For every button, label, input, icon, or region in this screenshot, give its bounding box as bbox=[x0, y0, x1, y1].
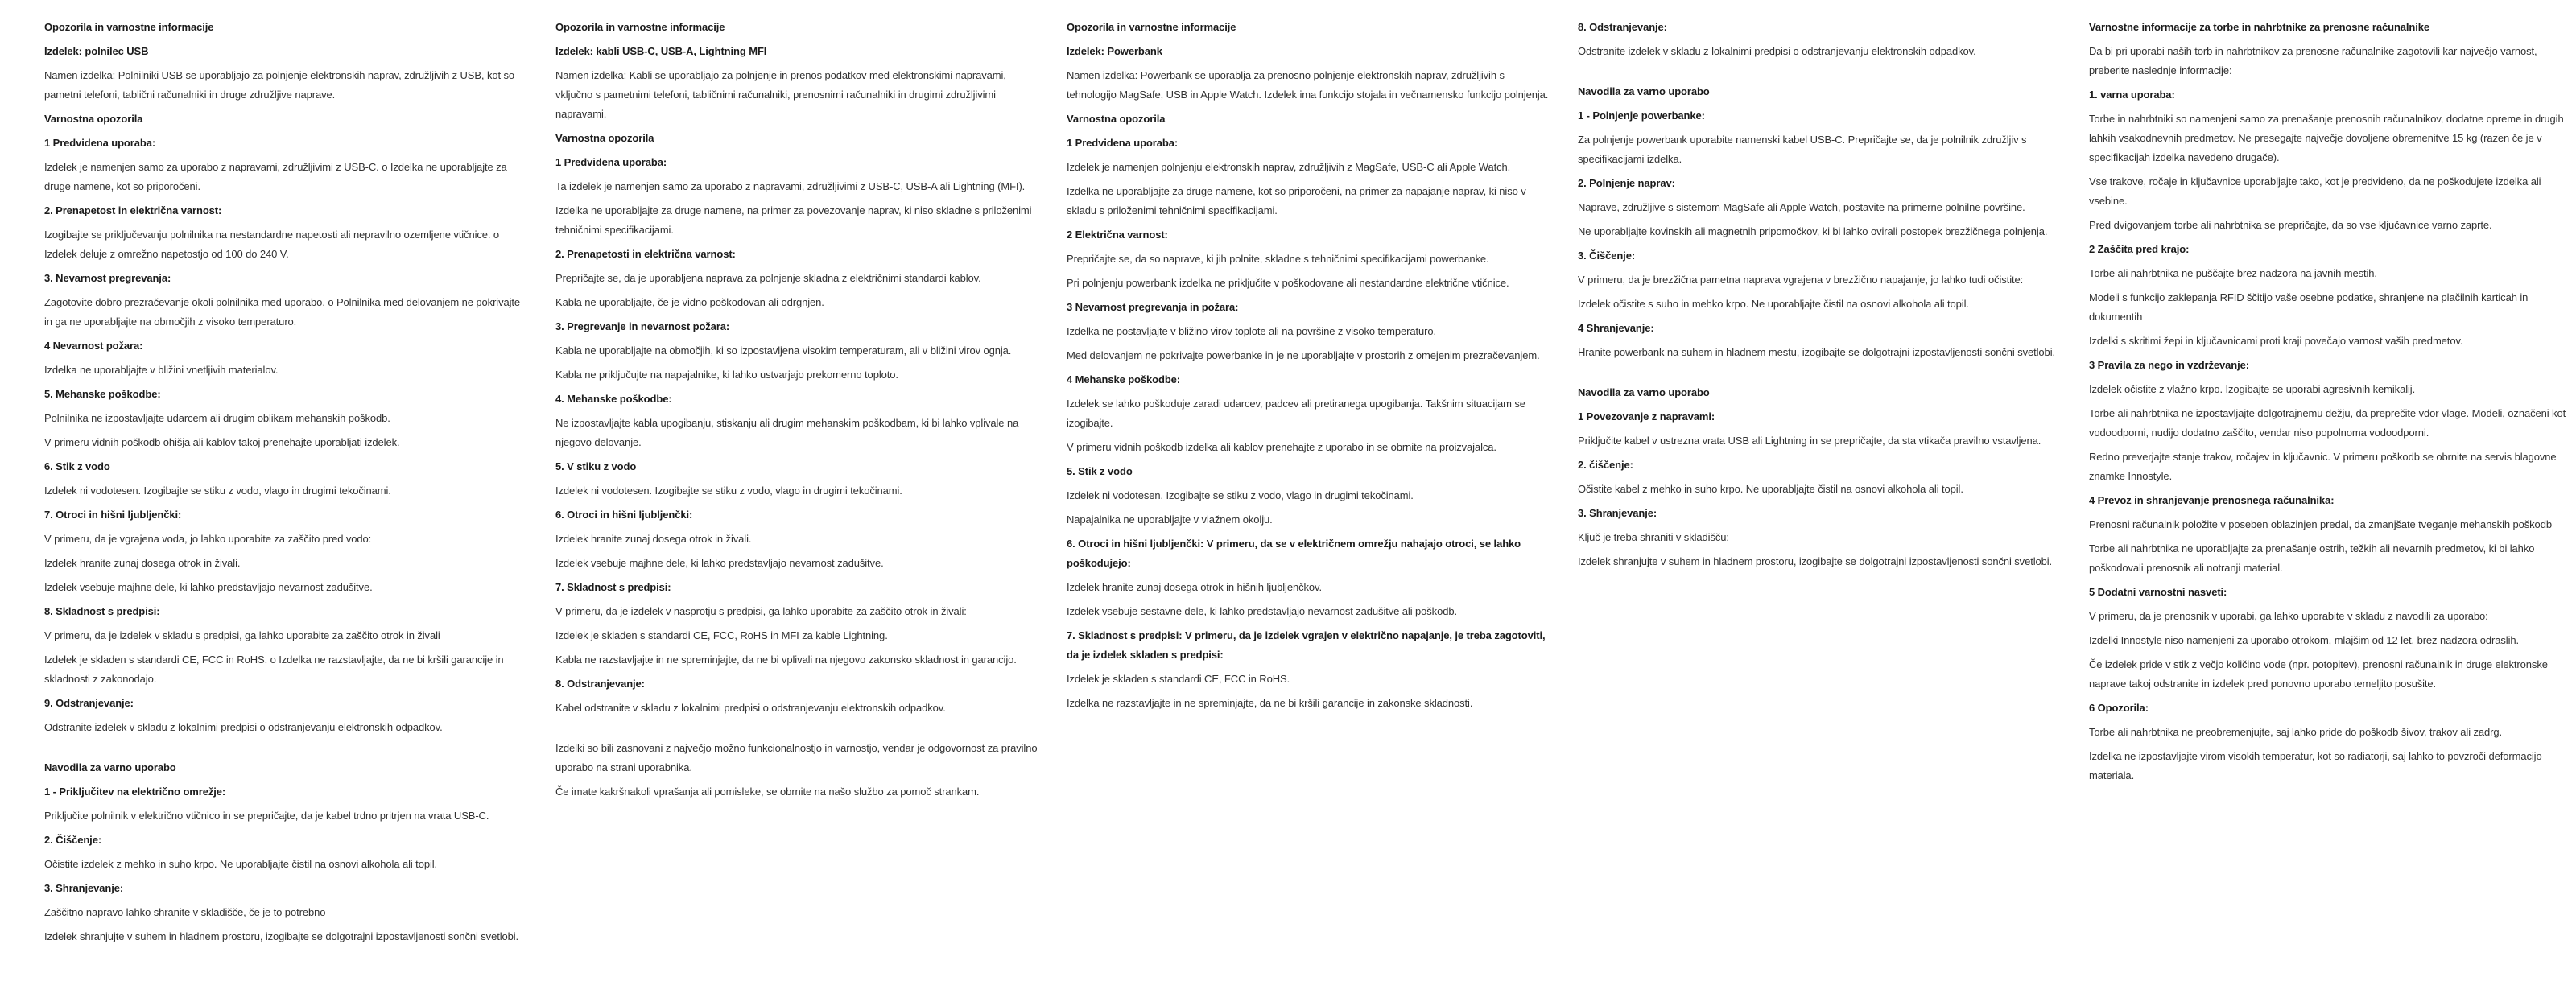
section-heading: 4 Prevoz in shranjevanje prenosnega računalnika: bbox=[2089, 494, 2334, 506]
column-laptop-bags bbox=[2089, 18, 2572, 1006]
section-heading: 5. Mehanske poškodbe: bbox=[44, 388, 161, 400]
section-heading: 4. Mehanske poškodbe: bbox=[555, 393, 672, 405]
section-heading: 5. Stik z vodo bbox=[1067, 465, 1133, 477]
section-heading: 1 - Polnjenje powerbanke: bbox=[1578, 109, 1705, 122]
section-heading: 1 Predvidena uporaba: bbox=[555, 156, 667, 168]
section-heading: 2. Čiščenje: bbox=[44, 834, 102, 846]
paragraph: Izdelek je skladen s standardi CE, FCC in RoHS. bbox=[1067, 673, 1290, 685]
paragraph: Izdelek shranjujte v suhem in hladnem prostoru, izogibajte se dolgotrajni izpostavljenosti sončni svetlobi. bbox=[1578, 555, 2053, 567]
paragraph: Izdelek očistite z vlažno krpo. Izogibajte se uporabi agresivnih kemikalij. bbox=[2089, 383, 2416, 395]
section-heading: Izdelek: kabli USB-C, USB-A, Lightning MFI bbox=[555, 45, 767, 57]
section-heading: 6 Opozorila: bbox=[2089, 702, 2149, 714]
paragraph: Med delovanjem ne pokrivajte powerbanke in je ne uporabljajte v prostorih z omejenim prezračevanjem. bbox=[1067, 349, 1540, 361]
paragraph: Zagotovite dobro prezračevanje okoli polnilnika med uporabo. o Polnilnika med delovanjem ne pokrivajte in ga ne uporabljajte na območjih z visoko temperaturo. bbox=[44, 296, 521, 328]
section-heading: 2. Prenapetost in električna varnost: bbox=[44, 204, 222, 216]
paragraph: Izdelek hranite zunaj dosega otrok in živali. bbox=[44, 557, 241, 569]
paragraph: Hranite powerbank na suhem in hladnem mestu, izogibajte se dolgotrajni izpostavljenosti sončni svetlobi. bbox=[1578, 346, 2055, 358]
section-heading: Opozorila in varnostne informacije bbox=[555, 21, 725, 33]
section-heading: 4 Shranjevanje: bbox=[1578, 322, 1654, 334]
section-heading: 8. Odstranjevanje: bbox=[1578, 21, 1667, 33]
paragraph: Torbe ali nahrbtnika ne izpostavljajte dolgotrajnemu dežju, da preprečite vdor vlage. Modeli, označeni kot vodoodporni, nudijo dodatno zaščito, vendar niso popolnoma vodoodporni. bbox=[2089, 407, 2566, 439]
section-heading: 3. Shranjevanje: bbox=[44, 882, 124, 894]
paragraph: Izdelki s skritimi žepi in ključavnicami proti kraji povečajo varnost vaših predmetov. bbox=[2089, 335, 2463, 347]
paragraph: Kabla ne uporabljajte, če je vidno poškodovan ali odrgnjen. bbox=[555, 296, 824, 308]
paragraph: Prepričajte se, da so naprave, ki jih polnite, skladne s tehničnimi specifikacijami powerbanke. bbox=[1067, 253, 1489, 265]
paragraph: Če izdelek pride v stik z večjo količino vode (npr. potopitev), prenosni računalnik in druge elektronske naprave takoj odstranite in izdelek pred ponovno uporabo temeljito posušite. bbox=[2089, 658, 2548, 690]
section-heading: 4 Mehanske poškodbe: bbox=[1067, 373, 1181, 385]
paragraph: V primeru, da je prenosnik v uporabi, ga lahko uporabite v skladu z navodili za uporabo: bbox=[2089, 610, 2488, 622]
paragraph: Izdelka ne postavljajte v bližino virov toplote ali na površine z visoko temperaturo. bbox=[1067, 325, 1437, 337]
column-cables bbox=[555, 18, 1038, 1006]
paragraph: Pred dvigovanjem torbe ali nahrbtnika se prepričajte, da so vse ključavnice varno zaprte. bbox=[2089, 219, 2492, 231]
paragraph: Prepričajte se, da je uporabljena naprava za polnjenje skladna z električnimi standardi kablov. bbox=[555, 272, 981, 284]
section-heading: 8. Skladnost s predpisi: bbox=[44, 605, 160, 617]
paragraph: Ta izdelek je namenjen samo za uporabo z napravami, združljivimi z USB-C, USB-A ali Lightning (MFI). bbox=[555, 180, 1026, 192]
section-heading: 3. Shranjevanje: bbox=[1578, 507, 1657, 519]
paragraph: Izdelek vsebuje sestavne dele, ki lahko predstavljajo nevarnost zadušitve ali poškodb. bbox=[1067, 605, 1457, 617]
paragraph: Kabla ne priključujte na napajalnike, ki lahko ustvarjajo prekomerno toploto. bbox=[555, 369, 898, 381]
paragraph: V primeru, da je izdelek v nasprotju s predpisi, ga lahko uporabite za zaščito otrok in živali: bbox=[555, 605, 967, 617]
paragraph: Izdelek ni vodotesen. Izogibajte se stiku z vodo, vlago in drugimi tekočinami. bbox=[1067, 489, 1414, 501]
section-heading: 2. čiščenje: bbox=[1578, 459, 1633, 471]
section-heading: Navodila za varno uporabo bbox=[1578, 85, 1710, 97]
section-heading: Navodila za varno uporabo bbox=[1578, 386, 1710, 398]
column-powerbank-instructions bbox=[1578, 18, 2061, 1006]
section-heading: 1 Predvidena uporaba: bbox=[44, 137, 156, 149]
paragraph: V primeru vidnih poškodb ohišja ali kablov takoj prenehajte uporabljati izdelek. bbox=[44, 436, 400, 448]
section-heading: 4 Nevarnost požara: bbox=[44, 340, 143, 352]
section-heading: 5. V stiku z vodo bbox=[555, 460, 637, 472]
column-powerbank bbox=[1067, 18, 1550, 1006]
paragraph: Polnilnika ne izpostavljajte udarcem ali drugim oblikam mehanskih poškodb. bbox=[44, 412, 390, 424]
paragraph: Kabel odstranite v skladu z lokalnimi predpisi o odstranjevanju elektronskih odpadkov. bbox=[555, 702, 946, 714]
paragraph: Izdelek je skladen s standardi CE, FCC, RoHS in MFI za kable Lightning. bbox=[555, 629, 888, 641]
section-heading: 1 Predvidena uporaba: bbox=[1067, 137, 1179, 149]
paragraph: Kabla ne uporabljajte na območjih, ki so izpostavljena visokim temperaturam, ali v bližini virov ognja. bbox=[555, 344, 1012, 357]
paragraph: V primeru, da je izdelek v skladu s predpisi, ga lahko uporabite za zaščito otrok in živali bbox=[44, 629, 440, 641]
paragraph: V primeru, da je brezžična pametna naprava vgrajena v brezžično napajanje, jo lahko tudi očistite: bbox=[1578, 274, 2024, 286]
paragraph: Izdelek očistite s suho in mehko krpo. Ne uporabljajte čistil na osnovi alkohola ali topil. bbox=[1578, 298, 1969, 310]
section-heading: Opozorila in varnostne informacije bbox=[1067, 21, 1236, 33]
paragraph: Ključ je treba shraniti v skladišču: bbox=[1578, 531, 1729, 543]
section-heading: 5 Dodatni varnostni nasveti: bbox=[2089, 586, 2227, 598]
section-heading: 1 Povezovanje z napravami: bbox=[1578, 410, 1715, 423]
paragraph: Redno preverjajte stanje trakov, ročajev in ključavnic. V primeru poškodb se obrnite na servis blagovne znamke Innostyle. bbox=[2089, 451, 2557, 482]
paragraph: Pri polnjenju powerbank izdelka ne priključite v poškodovane ali nestandardne električne vtičnice. bbox=[1067, 277, 1509, 289]
paragraph: Za polnjenje powerbank uporabite namenski kabel USB-C. Prepričajte se, da je polnilnik združljiv s specifikacijami izdelka. bbox=[1578, 134, 2027, 165]
section-heading: Varnostna opozorila bbox=[555, 132, 654, 144]
paragraph: Izdelek ni vodotesen. Izogibajte se stiku z vodo, vlago in drugimi tekočinami. bbox=[555, 484, 902, 497]
section-heading: 9. Odstranjevanje: bbox=[44, 697, 134, 709]
paragraph: Namen izdelka: Kabli se uporabljajo za polnjenje in prenos podatkov med elektronskimi napravami, vključno s pametnimi telefoni, tabličnimi računalniki, prenosnimi računalniki in drugimi združljivimi napravami. bbox=[555, 69, 1006, 120]
section-heading: 6. Otroci in hišni ljubljenčki: bbox=[555, 509, 693, 521]
paragraph: Izdelek vsebuje majhne dele, ki lahko predstavljajo nevarnost zadušitve. bbox=[555, 557, 884, 569]
section-heading: 8. Odstranjevanje: bbox=[555, 678, 645, 690]
section-heading: 7. Otroci in hišni ljubljenčki: bbox=[44, 509, 182, 521]
paragraph: Izdelek hranite zunaj dosega otrok in živali. bbox=[555, 533, 752, 545]
paragraph: Izdelka ne izpostavljajte virom visokih temperatur, kot so radiatorji, saj lahko to povzroči deformacijo materiala. bbox=[2089, 750, 2542, 781]
paragraph: Priključite kabel v ustrezna vrata USB ali Lightning in se prepričajte, da sta vtikača pravilno vstavljena. bbox=[1578, 435, 2041, 447]
paragraph: Izdelka ne uporabljajte za druge namene, na primer za povezovanje naprav, ki niso skladne s priloženimi tehničnimi specifikacijami. bbox=[555, 204, 1032, 236]
paragraph: Očistite kabel z mehko in suho krpo. Ne uporabljajte čistil na osnovi alkohola ali topil. bbox=[1578, 483, 1963, 495]
section-heading: Izdelek: polnilec USB bbox=[44, 45, 149, 57]
section-heading: 6. Otroci in hišni ljubljenčki: V primeru, da se v električnem omrežju nahajajo otroci, se lahko poškodujejo: bbox=[1067, 538, 1521, 569]
section-heading: 3. Pregrevanje in nevarnost požara: bbox=[555, 320, 730, 332]
paragraph: Če imate kakršnakoli vprašanja ali pomisleke, se obrnite na našo službo za pomoč strankam. bbox=[555, 785, 980, 798]
paragraph: Torbe in nahrbtniki so namenjeni samo za prenašanje prenosnih računalnikov, dodatne opreme in drugih lahkih vsakodnevnih predmetov. Ne presegajte največje dovoljene obremenitve 15 kg (razen če je v specifikacijah izdelka navedeno drugače). bbox=[2089, 113, 2564, 163]
paragraph: Priključite polnilnik v električno vtičnico in se prepričajte, da je kabel trdno pritrjen na vrata USB-C. bbox=[44, 810, 489, 822]
paragraph: V primeru, da je vgrajena voda, jo lahko uporabite za zaščito pred vodo: bbox=[44, 533, 372, 545]
paragraph: Zaščitno napravo lahko shranite v skladišče, če je to potrebno bbox=[44, 906, 326, 918]
paragraph: Izdelki Innostyle niso namenjeni za uporabo otrokom, mlajšim od 12 let, brez nadzora odraslih. bbox=[2089, 634, 2519, 646]
paragraph: Izdelek se lahko poškoduje zaradi udarcev, padcev ali pretiranega upogibanja. Takšnim situacijam se izogibajte. bbox=[1067, 398, 1525, 429]
paragraph: V primeru vidnih poškodb izdelka ali kablov prenehajte z uporabo in se obrnite na proizvajalca. bbox=[1067, 441, 1496, 453]
paragraph: Odstranite izdelek v skladu z lokalnimi predpisi o odstranjevanju elektronskih odpadkov. bbox=[1578, 45, 1976, 57]
section-heading: 2. Polnjenje naprav: bbox=[1578, 177, 1675, 189]
section-heading: 3 Pravila za nego in vzdrževanje: bbox=[2089, 359, 2250, 371]
section-heading: 1. varna uporaba: bbox=[2089, 89, 2175, 101]
paragraph: Izdelek hranite zunaj dosega otrok in hišnih ljubljenčkov. bbox=[1067, 581, 1322, 593]
section-heading: Opozorila in varnostne informacije bbox=[44, 21, 214, 33]
section-heading: 2. Prenapetosti in električna varnost: bbox=[555, 248, 736, 260]
paragraph: Ne izpostavljajte kabla upogibanju, stiskanju ali drugim mehanskim poškodbam, ki bi lahko vplivale na njegovo delovanje. bbox=[555, 417, 1019, 448]
section-heading: 7. Skladnost s predpisi: bbox=[555, 581, 671, 593]
paragraph: Vse trakove, ročaje in ključavnice uporabljajte tako, kot je predvideno, da ne poškodujete izdelka ali vsebine. bbox=[2089, 175, 2541, 207]
paragraph: Napajalnika ne uporabljajte v vlažnem okolju. bbox=[1067, 513, 1273, 526]
paragraph: Da bi pri uporabi naših torb in nahrbtnikov za prenosne računalnike zagotovili kar največjo varnost, preberite naslednje informacije: bbox=[2089, 45, 2537, 76]
paragraph: Kabla ne razstavljajte in ne spreminjajte, da ne bi vplivali na njegovo zakonsko skladnost in garancijo. bbox=[555, 653, 1017, 666]
paragraph: Izdelki so bili zasnovani z največjo možno funkcionalnostjo in varnostjo, vendar je odgovornost za pravilno uporabo na strani uporabnika. bbox=[555, 742, 1038, 773]
paragraph: Izdelka ne uporabljajte v bližini vnetljivih materialov. bbox=[44, 364, 279, 376]
paragraph: Naprave, združljive s sistemom MagSafe ali Apple Watch, postavite na primerne polnilne površine. bbox=[1578, 201, 2025, 213]
paragraph: Izdelka ne uporabljajte za druge namene, kot so priporočeni, na primer za napajanje naprav, ki niso v skladu s priloženimi tehničnimi specifikacijami. bbox=[1067, 185, 1526, 216]
paragraph: Izogibajte se priključevanju polnilnika na nestandardne napetosti ali nepravilno ozemljene vtičnice. o Izdelek deluje z omrežno napetostjo od 100 do 240 V. bbox=[44, 229, 500, 260]
section-heading: Varnostna opozorila bbox=[1067, 113, 1166, 125]
section-heading: 1 - Priključitev na električno omrežje: bbox=[44, 785, 226, 798]
paragraph: Izdelka ne razstavljajte in ne spreminjajte, da ne bi kršili garancije in zakonske skladnosti. bbox=[1067, 697, 1473, 709]
paragraph: Torbe ali nahrbtnika ne preobremenjujte, saj lahko pride do poškodb šivov, trakov ali zadrg. bbox=[2089, 726, 2503, 738]
section-heading: 2 Zaščita pred krajo: bbox=[2089, 243, 2190, 255]
section-heading: Izdelek: Powerbank bbox=[1067, 45, 1162, 57]
paragraph: Ne uporabljajte kovinskih ali magnetnih pripomočkov, ki bi lahko ovirali postopek brezžičnega polnjenja. bbox=[1578, 225, 2048, 237]
paragraph: Odstranite izdelek v skladu z lokalnimi predpisi o odstranjevanju elektronskih odpadkov. bbox=[44, 721, 443, 733]
paragraph: Namen izdelka: Polnilniki USB se uporabljajo za polnjenje elektronskih naprav, združljivih z USB, kot so pametni telefoni, tablični računalniki in druge združljive naprave. bbox=[44, 69, 515, 101]
paragraph: Izdelek shranjujte v suhem in hladnem prostoru, izogibajte se dolgotrajni izpostavljenosti sončni svetlobi. bbox=[44, 930, 519, 942]
section-heading: 3. Čiščenje: bbox=[1578, 249, 1636, 262]
section-heading: Navodila za varno uporabo bbox=[44, 761, 176, 773]
section-heading: Varnostna opozorila bbox=[44, 113, 143, 125]
section-heading: 3 Nevarnost pregrevanja in požara: bbox=[1067, 301, 1239, 313]
paragraph: Modeli s funkcijo zaklepanja RFID ščitijo vaše osebne podatke, shranjene na plačilnih karticah in dokumentih bbox=[2089, 291, 2529, 323]
paragraph: Očistite izdelek z mehko in suho krpo. Ne uporabljajte čistil na osnovi alkohola ali topil. bbox=[44, 858, 438, 870]
section-heading: 3. Nevarnost pregrevanja: bbox=[44, 272, 171, 284]
paragraph: Izdelek je skladen s standardi CE, FCC in RoHS. o Izdelka ne razstavljajte, da ne bi kršili garancije in skladnosti z zakonodajo. bbox=[44, 653, 504, 685]
paragraph: Izdelek je namenjen polnjenju elektronskih naprav, združljivih z MagSafe, USB-C ali Apple Watch. bbox=[1067, 161, 1511, 173]
section-heading: 2 Električna varnost: bbox=[1067, 229, 1168, 241]
paragraph: Namen izdelka: Powerbank se uporablja za prenosno polnjenje elektronskih naprav, združljivih s tehnologijo MagSafe, USB in Apple Watch. Izdelek ima funkcijo stojala in večnamensko funkcijo polnjenja. bbox=[1067, 69, 1549, 101]
paragraph: Izdelek ni vodotesen. Izogibajte se stiku z vodo, vlago in drugimi tekočinami. bbox=[44, 484, 391, 497]
paragraph: Torbe ali nahrbtnika ne uporabljajte za prenašanje ostrih, težkih ali nevarnih predmetov, ki bi lahko poškodovali prenosnik ali notranji material. bbox=[2089, 542, 2535, 574]
paragraph: Izdelek je namenjen samo za uporabo z napravami, združljivimi z USB-C. o Izdelka ne uporabljajte za druge namene, kot so priporočeni. bbox=[44, 161, 507, 192]
section-heading: Varnostne informacije za torbe in nahrbtnike za prenosne računalnike bbox=[2089, 21, 2430, 33]
column-usb-charger bbox=[44, 18, 527, 1006]
section-heading: 6. Stik z vodo bbox=[44, 460, 110, 472]
paragraph: Prenosni računalnik položite v poseben oblazinjen predal, da zmanjšate tveganje mehanskih poškodb bbox=[2089, 518, 2552, 530]
paragraph: Torbe ali nahrbtnika ne puščajte brez nadzora na javnih mestih. bbox=[2089, 267, 2377, 279]
section-heading: 7. Skladnost s predpisi: V primeru, da je izdelek vgrajen v električno napajanje, je treba zagotoviti, da je izdelek skladen s predpisi: bbox=[1067, 629, 1546, 661]
paragraph: Izdelek vsebuje majhne dele, ki lahko predstavljajo nevarnost zadušitve. bbox=[44, 581, 373, 593]
